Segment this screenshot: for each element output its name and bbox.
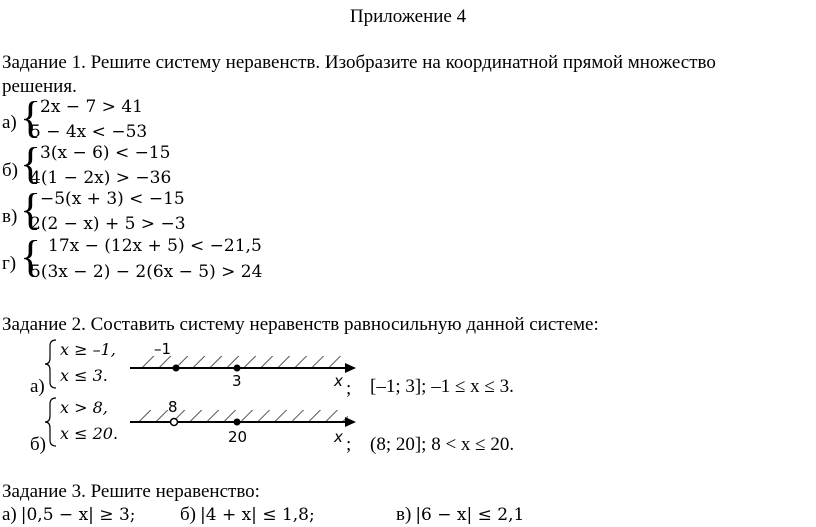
inequality-2: 2(2 − x) + 5 > −3 bbox=[30, 214, 186, 234]
inequality: |4 + x| ≤ 1,8; bbox=[200, 505, 315, 525]
closed-point bbox=[234, 365, 241, 372]
axis-label: x bbox=[334, 372, 343, 390]
inequality-1: 3(x − 6) < −15 bbox=[40, 143, 171, 163]
task3-item-b bbox=[180, 504, 315, 526]
task3-heading: Задание 3. Решите неравенство: bbox=[2, 481, 260, 502]
inequality: |6 − x| ≤ 2,1 bbox=[415, 505, 525, 525]
item-label: б) bbox=[30, 434, 46, 455]
system-label: г) bbox=[2, 253, 17, 274]
inequality-1: −5(x + 3) < −15 bbox=[40, 189, 185, 209]
number-line-b bbox=[130, 410, 356, 427]
point-label: –1 bbox=[154, 340, 172, 358]
inequality: |0,5 − x| ≥ 3; bbox=[20, 505, 136, 525]
inequality-2: 5 − 4x < −53 bbox=[30, 122, 148, 142]
inequality-2: x ≤ 3. bbox=[60, 366, 108, 385]
item-label: а) bbox=[30, 376, 45, 397]
brace-icon bbox=[45, 398, 56, 446]
system-label: а) bbox=[2, 112, 17, 133]
task1-heading-cont: решения. bbox=[2, 76, 77, 97]
inequality-1: 17x − (12x + 5) < −21,5 bbox=[48, 236, 262, 256]
inequality-2: x ≤ 20. bbox=[60, 424, 119, 443]
closed-point bbox=[173, 365, 180, 372]
point-label: 8 bbox=[168, 398, 178, 416]
inequality-1: x > 8, bbox=[60, 398, 108, 417]
inequality-2: 4(1 − 2x) > −36 bbox=[30, 168, 172, 188]
separator: ; bbox=[346, 434, 352, 455]
page-title: Приложение 4 bbox=[349, 6, 467, 27]
brace-icon: { bbox=[20, 139, 42, 188]
item-label: а) bbox=[2, 504, 17, 525]
inequality-1: x ≥ –1, bbox=[60, 340, 116, 359]
system-label: в) bbox=[2, 206, 18, 227]
number-line-a bbox=[130, 356, 356, 373]
inequality-2: 5(3x − 2) − 2(6x − 5) > 24 bbox=[30, 262, 263, 282]
task2-heading: Задание 2. Составить систему неравенств равносильную данной системе: bbox=[2, 314, 599, 335]
brace-icon: { bbox=[20, 93, 42, 142]
point-label: 20 bbox=[228, 428, 248, 446]
item-label: в) bbox=[396, 504, 412, 525]
inequality-1: 2x − 7 > 41 bbox=[40, 97, 143, 117]
closed-point bbox=[234, 419, 241, 426]
answer: (8; 20]; 8 < x ≤ 20. bbox=[370, 434, 515, 455]
separator: ; bbox=[346, 378, 352, 399]
system-label: б) bbox=[2, 160, 18, 181]
point-label: 3 bbox=[232, 372, 242, 390]
task1-heading: Задание 1. Решите систему неравенств. Изобразите на координатной прямой множество bbox=[2, 52, 716, 73]
brace-icon: { bbox=[20, 185, 42, 234]
brace-icon: { bbox=[20, 232, 42, 281]
answer: [–1; 3]; –1 ≤ x ≤ 3. bbox=[370, 376, 514, 397]
brace-icon bbox=[45, 340, 56, 388]
axis-label: x bbox=[334, 428, 343, 446]
item-label: б) bbox=[180, 504, 196, 525]
task3-item-a bbox=[2, 504, 136, 526]
open-point bbox=[171, 419, 178, 426]
task3-item-c bbox=[396, 504, 524, 526]
